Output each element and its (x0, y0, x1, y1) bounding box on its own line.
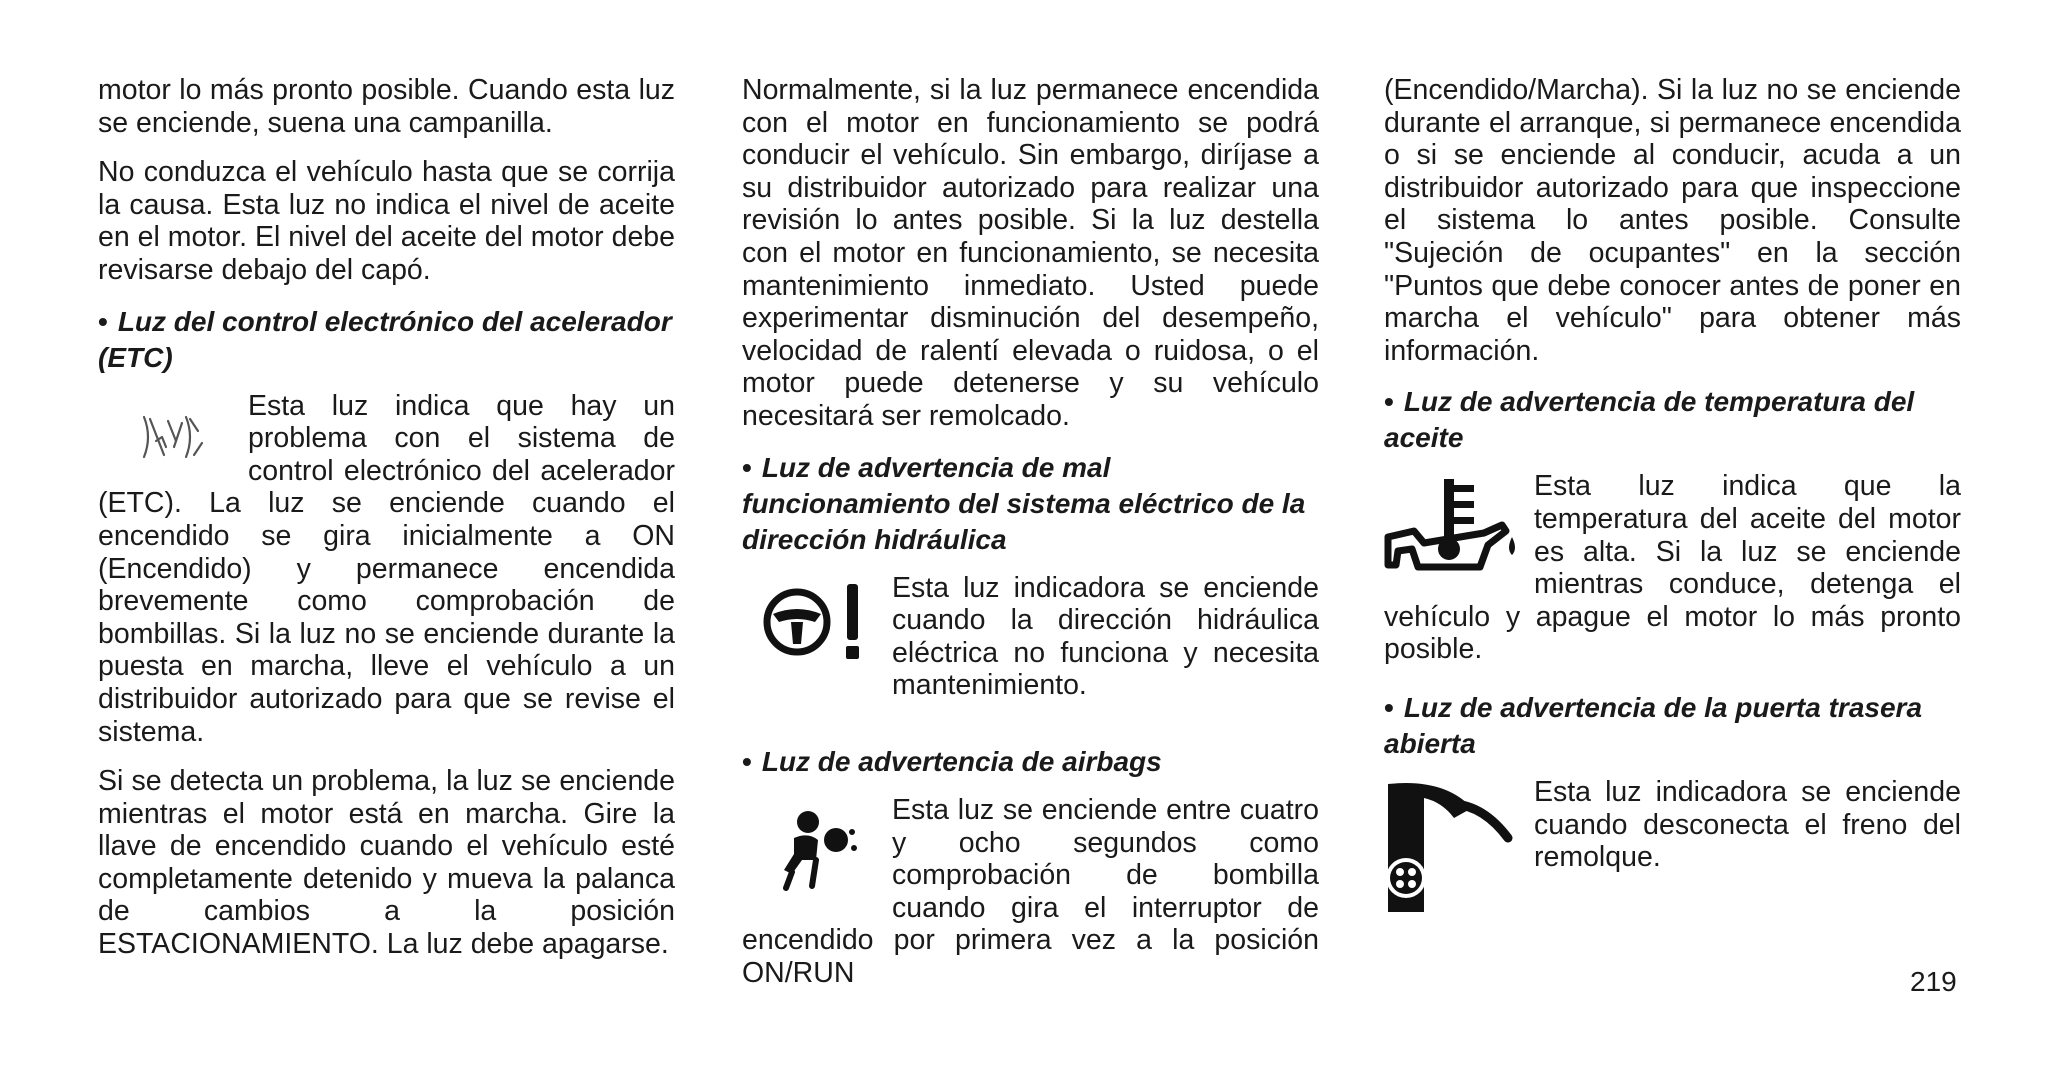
electronic-throttle-control-icon (98, 392, 248, 482)
section-heading-etc (98, 304, 675, 376)
bullet: • (1384, 386, 1394, 418)
liftgate-open-icon (1384, 776, 1534, 916)
paragraph: No conduzca el vehículo hasta que se corrija la causa. Esta luz no indica el nivel de aceite en el motor. El nivel del aceite del motor debe revisarse debajo del capó. (98, 156, 675, 286)
paragraph-liftgate: Esta luz indicadora se enciende cuando desconecta el freno del remolque. (1534, 775, 1961, 874)
paragraph: (Encendido/Marcha). Si la luz no se enciende durante el arranque, si permanece encendida o si se enciende al conducir, acuda a un distribuidor autorizado para que inspeccione el sistema lo antes posible. Consulte "Sujeción de ocupantes" en la sección "Puntos que debe conocer antes de poner en marcha el vehículo" para obtener más información. (1384, 74, 1961, 367)
paragraph-eps: Esta luz indicadora se enciende cuando la dirección hidráulica eléctrica no funciona y necesita mantenimiento. (892, 571, 1319, 702)
paragraph: Normalmente, si la luz permanece encendida con el motor en funcionamiento se podrá conducir el vehículo. Sin embargo, diríjase a su distribuidor autorizado para realizar una revisión lo antes posible. Si la luz destella con el motor en funcionamiento, se necesita mantenimiento inmediato. Usted puede experimentar disminución del desempeño, velocidad de ralentí elevada o ruidosa, o el motor puede detenerse y su vehículo necesitará ser remolcado. (742, 74, 1319, 432)
column-2 (742, 74, 1319, 989)
section-heading-airbag (742, 744, 1319, 780)
heading-text: Luz de advertencia de airbags (761, 745, 1162, 777)
heading-text: Luz de advertencia de temperatura del aceite (1384, 386, 1915, 454)
section-heading-liftgate (1384, 690, 1961, 762)
bullet: • (742, 451, 752, 483)
steering-wheel-warning-icon (742, 572, 892, 672)
paragraph-oil-temp: Esta luz indica que la temperatura del aceite del motor es alta. Si la luz se enciende mientras conduce, detenga el vehículo y apague el motor lo más pronto posible. (1384, 470, 1961, 666)
bullet: • (742, 745, 752, 777)
paragraph-etc: Esta luz indica que hay un problema con el sistema de control electrónico del acelerador (ETC). La luz se enciende cuando el encendido se gira inicialmente a ON (Encendido) y permanece encendida brevemente como comprobación de bombillas. Si la luz no se enciende durante la puesta en marcha, lleve el vehículo a un distribuidor autorizado para que se revise el sistema. (98, 389, 675, 748)
paragraph-airbag: Esta luz se enciende entre cuatro y ocho segundos como comprobación de bombilla cuando gira el interruptor de encendido por primera vez a la posición ON/RUN (742, 793, 1319, 989)
column-3 (1384, 74, 1961, 916)
bullet: • (1384, 691, 1394, 723)
heading-text: Luz de advertencia de mal funcionamiento del sistema eléctrico de la dirección hidráulica (742, 451, 1306, 555)
column-1 (98, 74, 675, 978)
heading-text: Luz del control electrónico del acelerador (ETC) (98, 305, 672, 373)
airbag-icon (742, 794, 892, 904)
heading-text: Luz de advertencia de la puerta trasera abierta (1384, 691, 1923, 759)
section-heading-oil-temp (1384, 384, 1961, 456)
bullet: • (98, 305, 108, 337)
paragraph: motor lo más pronto posible. Cuando esta luz se enciende, suena una campanilla. (98, 74, 675, 139)
oil-temperature-icon (1384, 470, 1534, 590)
paragraph: Si se detecta un problema, la luz se enciende mientras el motor está en marcha. Gire la llave de encendido cuando el vehículo esté completamente detenido y mueva la palanca de cambios a la posición ESTACIONAMIENTO. La luz debe apagarse. (98, 765, 675, 961)
section-heading-eps (742, 450, 1319, 558)
page-number: 219 (1910, 966, 1957, 997)
